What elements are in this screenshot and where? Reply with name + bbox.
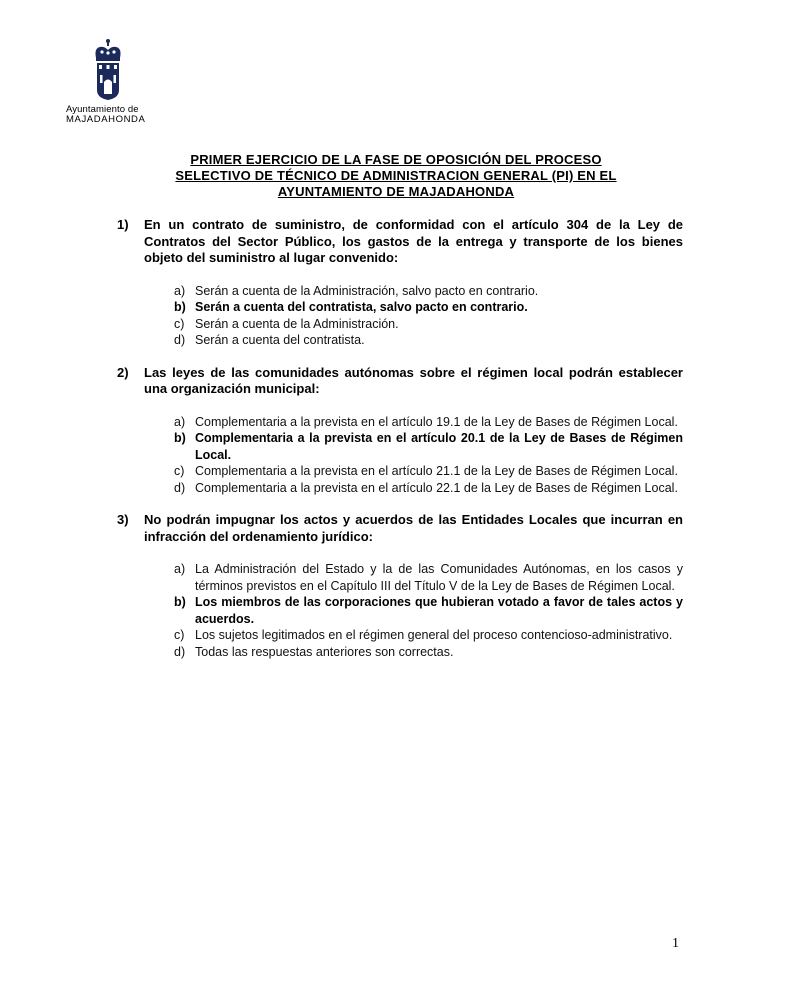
question-number: 3) — [117, 512, 129, 527]
option-c — [174, 627, 683, 644]
title-line2: SELECTIVO DE TÉCNICO DE ADMINISTRACION GENERAL (PI) EN EL — [175, 168, 617, 183]
option-text: Serán a cuenta de la Administración, salvo pacto en contrario. — [195, 283, 539, 298]
option-text: Serán a cuenta de la Administración. — [195, 316, 399, 331]
option-a — [174, 414, 683, 431]
option-list — [117, 414, 683, 497]
question-text: Las leyes de las comunidades autónomas sobre el régimen local podrán establecer una organización municipal: — [144, 364, 683, 396]
question-number: 2) — [117, 364, 129, 380]
page-number: 1 — [672, 936, 679, 951]
option-letter: d) — [174, 333, 186, 347]
option-text: Complementaria a la prevista en el artículo 20.1 de la Ley de Bases de Régimen Local. — [195, 431, 683, 462]
question-2 — [117, 365, 683, 497]
option-text: Complementaria a la prevista en el artículo 19.1 de la Ley de Bases de Régimen Local. — [195, 414, 678, 429]
question-1 — [117, 217, 683, 349]
question-list — [117, 217, 683, 676]
question-text: En un contrato de suministro, de conformidad con el artículo 304 de la Ley de Contratos del Sector Público, los gastos de la entrega y transporte de los bienes objeto del suministro al lugar convenido: — [144, 217, 683, 265]
option-letter: b) — [174, 595, 186, 609]
option-letter: a) — [174, 414, 186, 429]
option-letter: a) — [174, 283, 186, 298]
option-letter: b) — [174, 300, 186, 314]
option-d — [174, 480, 683, 497]
option-b-correct — [174, 430, 683, 463]
option-list — [117, 283, 683, 349]
option-letter: d) — [174, 644, 186, 659]
option-c — [174, 463, 683, 480]
option-letter: c) — [174, 464, 185, 478]
question-number: 1) — [117, 217, 129, 232]
option-text: Los sujetos legitimados en el régimen general del proceso contencioso-administrativo. — [195, 628, 673, 642]
option-letter: c) — [174, 628, 185, 642]
option-letter: a) — [174, 562, 186, 576]
option-c — [174, 316, 683, 333]
question-3 — [117, 512, 683, 660]
option-a — [174, 561, 683, 594]
option-letter: c) — [174, 316, 185, 331]
crown-castle-icon — [91, 38, 125, 102]
municipality-logo — [60, 38, 152, 125]
option-list — [117, 561, 683, 660]
option-d — [174, 332, 683, 349]
option-b-correct — [174, 299, 683, 316]
option-text: Complementaria a la prevista en el artículo 21.1 de la Ley de Bases de Régimen Local. — [195, 464, 678, 478]
option-letter: d) — [174, 480, 186, 495]
option-b-correct — [174, 594, 683, 627]
option-text: Todas las respuestas anteriores son correctas. — [195, 644, 454, 659]
option-text: Complementaria a la prevista en el artículo 22.1 de la Ley de Bases de Régimen Local. — [195, 480, 678, 495]
logo-text-line1: Ayuntamiento de — [66, 104, 139, 115]
option-a — [174, 283, 683, 300]
option-letter: b) — [174, 431, 186, 445]
option-text: Serán a cuenta del contratista, salvo pacto en contrario. — [195, 300, 528, 314]
document-title — [150, 152, 642, 200]
option-text: Los miembros de las corporaciones que hubieran votado a favor de tales actos y acuerdos. — [195, 595, 683, 626]
title-line3: AYUNTAMIENTO DE MAJADAHONDA — [277, 184, 515, 199]
question-text: No podrán impugnar los actos y acuerdos de las Entidades Locales que incurran en infracción del ordenamiento jurídico: — [144, 512, 683, 544]
option-d — [174, 644, 683, 661]
option-text: La Administración del Estado y la de las Comunidades Autónomas, en los casos y términos previstos en el Capítulo III del Título V de la Ley de Bases de Régimen Local. — [195, 562, 683, 593]
title-line1: PRIMER EJERCICIO DE LA FASE DE OPOSICIÓN DEL PROCESO — [190, 152, 602, 167]
logo-text-line2: MAJADAHONDA — [66, 114, 146, 125]
option-text: Serán a cuenta del contratista. — [195, 333, 365, 347]
